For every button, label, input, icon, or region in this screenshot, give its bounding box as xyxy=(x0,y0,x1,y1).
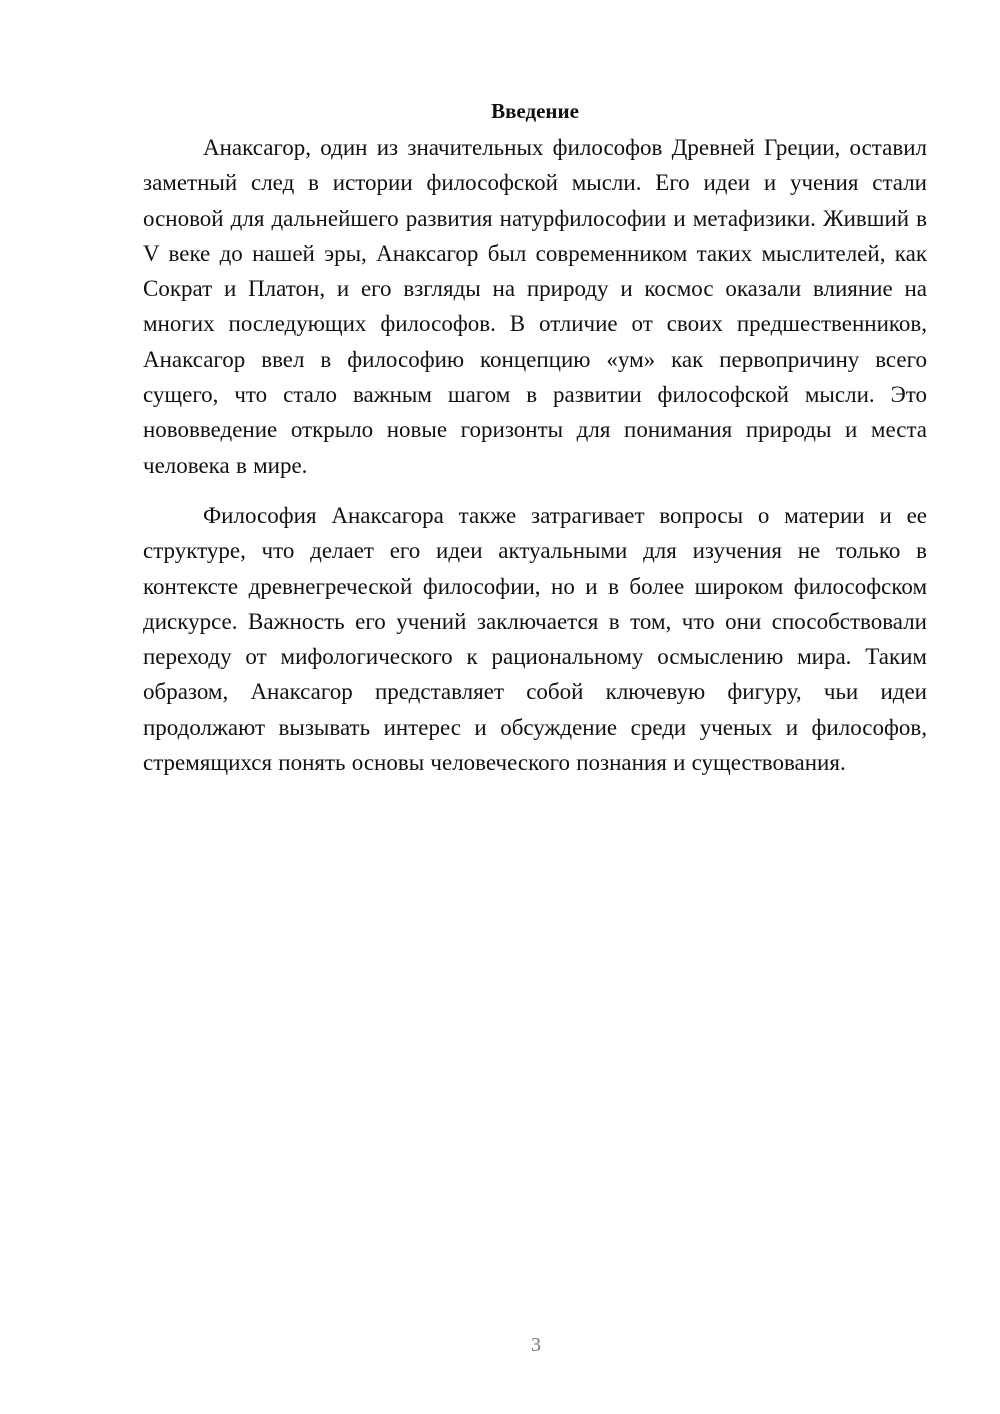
section-heading: Введение xyxy=(491,99,579,123)
paragraph-2: Философия Анаксагора также затрагивает вопросы о материи и ее структуре, что делает его идеи актуальными для изучения не только в контексте древнегреческой философии, но и в более широком философском дискурсе. Важность его учений заключается в том, что они способствовали переходу от мифологического к рациональному осмыслению мира. Таким образом, Анаксагор представляет собой ключевую фигуру, чьи идеи продолжают вызывать интерес и обсуждение среди ученых и философов, стремящихся понять основы человеческого познания и существования. xyxy=(143,502,927,776)
page-number: 3 xyxy=(531,1334,541,1356)
page-content xyxy=(143,96,927,780)
paragraph-1: Анаксагор, один из значительных философов Древней Греции, оставил заметный след в истории философской мысли. Его идеи и учения стали основой для дальнейшего развития натурфилософии и метафизики. Живший в V веке до нашей эры, Анаксагор был современником таких мыслителей, как Сократ и Платон, и его взгляды на природу и космос оказали влияние на многих последующих философов. В отличие от своих предшественников, Анаксагор ввел в философию концепцию «ум» как первопричину всего сущего, что стало важным шагом в развитии философской мысли. Это нововведение открыло новые горизонты для понимания природы и места человека в мире. xyxy=(143,135,927,478)
